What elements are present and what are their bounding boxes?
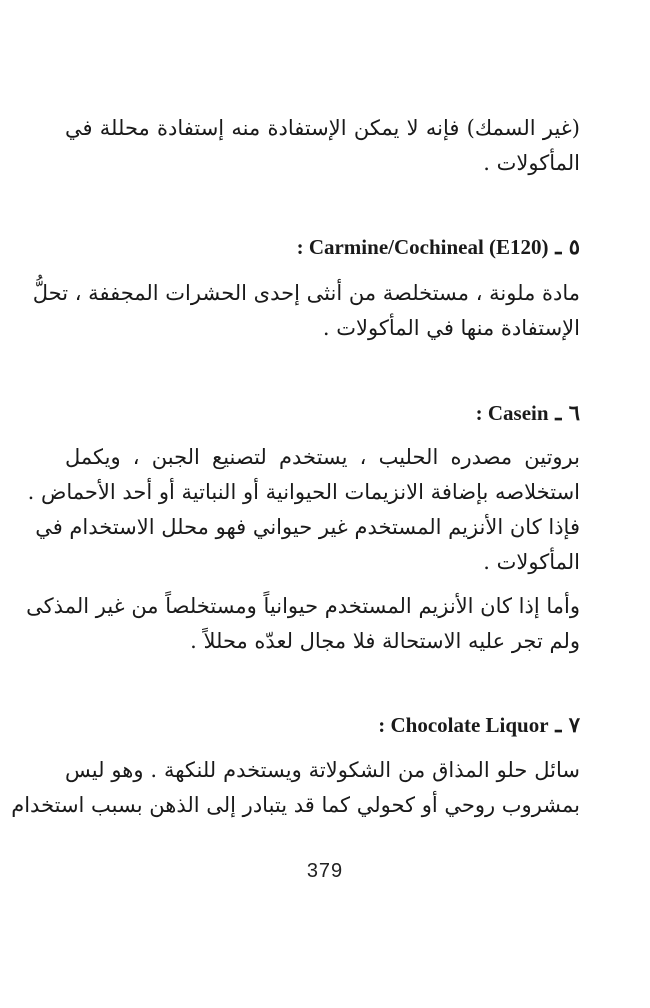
casein-line-4: المأكولات . xyxy=(483,550,580,574)
carmine-line-1: مادة ملونة ، مستخلصة من أنثى إحدى الحشرات المجففة ، تحلُّ xyxy=(32,281,580,305)
intro-line-2: المأكولات . xyxy=(483,151,580,175)
chocolate-line-1: سائل حلو المذاق من الشكولاتة ويستخدم للنكهة . وهو ليس xyxy=(65,758,580,782)
casein-line-2: استخلاصه بإضافة الانزيمات الحيوانية أو النباتية أو أحد الأحماض . xyxy=(27,480,580,504)
casein-line-1: بروتين مصدره الحليب ، يستخدم لتصنيع الجبن ، ويكمل xyxy=(65,445,580,469)
section-number: ٥ ـ xyxy=(555,234,580,259)
section-heading-carmine xyxy=(297,236,580,258)
section-number: ٧ ـ xyxy=(555,712,580,737)
carmine-line-2: الإستفادة منها في المأكولات . xyxy=(322,316,580,340)
page-number: 379 xyxy=(306,860,344,882)
casein-line-3: فإذا كان الأنزيم المستخدم غير حيواني فهو محلل الاستخدام في xyxy=(35,515,580,539)
section-term: : Chocolate Liquor xyxy=(378,713,549,737)
section-heading-casein xyxy=(476,402,580,424)
section-term: : Casein xyxy=(475,401,549,425)
section-number: ٦ ـ xyxy=(555,400,580,425)
section-heading-chocolate-liquor xyxy=(378,714,580,736)
chocolate-line-2: بمشروب روحي أو كحولي كما قد يتبادر إلى الذهن بسبب استخدام xyxy=(11,793,580,817)
casein-line-6: ولم تجر عليه الاستحالة فلا مجال لعدّه محللاً . xyxy=(190,629,580,653)
casein-line-5: وأما إذا كان الأنزيم المستخدم حيوانياً ومستخلصاً من غير المذكى xyxy=(26,594,580,618)
intro-line-1: (غير السمك) فإنه لا يمكن الإستفادة منه إستفادة محللة في xyxy=(65,116,580,140)
section-term: : Carmine/Cochineal (E120) xyxy=(296,235,549,259)
